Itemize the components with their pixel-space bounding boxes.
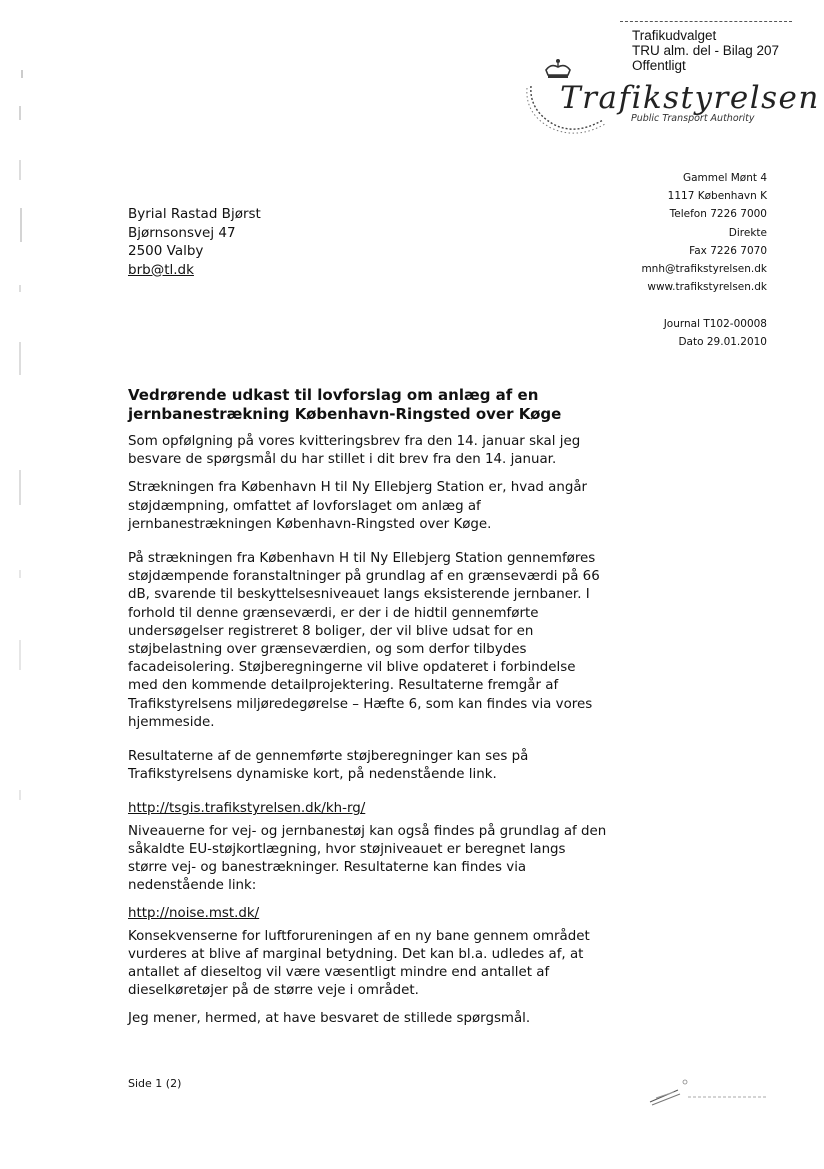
sender-web: www.trafikstyrelsen.dk [647,281,767,294]
paragraph-4: Resultaterne af de gennemførte støjberegninger kan ses på Trafikstyrelsens dynamiske kort, på nedenstående link. [128,749,529,783]
letter-subject: Vedrørende udkast til lovforslag om anlæg af en jernbanestrækning København-Ringsted over Køge [128,386,562,423]
paragraph-5: Niveauerne for vej- og jernbanestøj kan også findes på grundlag af den såkaldte EU-støjkortlægning, hvor støjniveauet er beregnet langs større vej- og banestrækninger. Resultaterne kan findes via nedenstående link: [128,823,607,894]
stamp-reference: TRU alm. del - Bilag 207 [632,43,780,58]
logo-tagline: Public Transport Authority [631,113,755,124]
stamp-rule [620,21,792,22]
letter-body [128,433,608,1039]
recipient-address [128,205,261,279]
paragraph-7: Jeg mener, hermed, at have besvaret de stillede spørgsmål. [128,1011,531,1027]
crown-icon [543,58,573,80]
paragraph-3: På strækningen fra København H til Ny Ellebjerg Station gennemføres støjdæmpende foranstaltninger på grundlag af en grænseværdi på 66 dB, svarende til beskyttelsesniveauet langs eksisterende jernbaner. I forhold til denne grænseværdi, er der i de hidtil gennemførte undersøgelser registreret 8 boliger, der vil blive udsat for en støjbelastning over grænseværdien, og som derfor tilbydes facadeisolering. Støjberegningerne vil blive opdateret i forbindelse med den kommende detailprojektering. Resultaterne fremgår af Trafikstyrelsens miljøredegørelse – Hæfte 6, som kan findes via vores hjemmeside. [128,551,600,730]
noise-link[interactable]: http://noise.mst.dk/ [128,906,260,922]
scan-margin-marks [10,30,30,930]
filing-stamp [632,28,779,73]
letter-meta [664,315,767,351]
recipient-city: 2500 Valby [128,243,204,259]
stamp-committee: Trafikudvalget [632,28,717,43]
recipient-street: Bjørnsonsvej 47 [128,224,236,241]
sender-address [641,169,767,296]
paragraph-2: Strækningen fra København H til Ny Ellebjerg Station er, hvad angår støjdæmpning, omfattet af lovforslaget om anlæg af jernbanestrækningen København-Ringsted over Køge. [128,480,588,532]
recipient-name: Byrial Rastad Bjørst [128,206,261,222]
sender-city: 1117 København K [667,190,767,203]
footer-logo-icon [648,1078,772,1108]
paragraph-1: Som opfølgning på vores kvitteringsbrev fra den 14. januar skal jeg besvare de spørgsmål du har stillet i dit brev fra den 14. januar. [128,434,581,468]
sender-street: Gammel Mønt 4 [682,172,767,184]
recipient-email-link[interactable]: brb@tl.dk [128,261,194,278]
journal-number: Journal T102-00008 [663,318,767,330]
sender-email: mnh@trafikstyrelsen.dk [641,263,767,276]
sender-direct: Direkte [728,226,767,239]
sender-phone: Telefon 7226 7000 [669,208,767,221]
logo-wordmark: Trafikstyrelsen [560,80,820,116]
page-number: Side 1 (2) [128,1077,182,1090]
sender-fax: Fax 7226 7070 [689,244,767,257]
letter-date: Dato 29.01.2010 [678,336,767,348]
map-link[interactable]: http://tsgis.trafikstyrelsen.dk/kh-rg/ [128,801,366,817]
stamp-status: Offentligt [632,58,686,73]
paragraph-6: Konsekvenserne for luftforureningen af en ny bane gennem området vurderes at blive af marginal betydning. Det kan bl.a. udledes af, at antallet af dieseltog vil være væsentligt mindre end antallet af dieselkøretøjer på de større veje i området. [128,928,590,999]
